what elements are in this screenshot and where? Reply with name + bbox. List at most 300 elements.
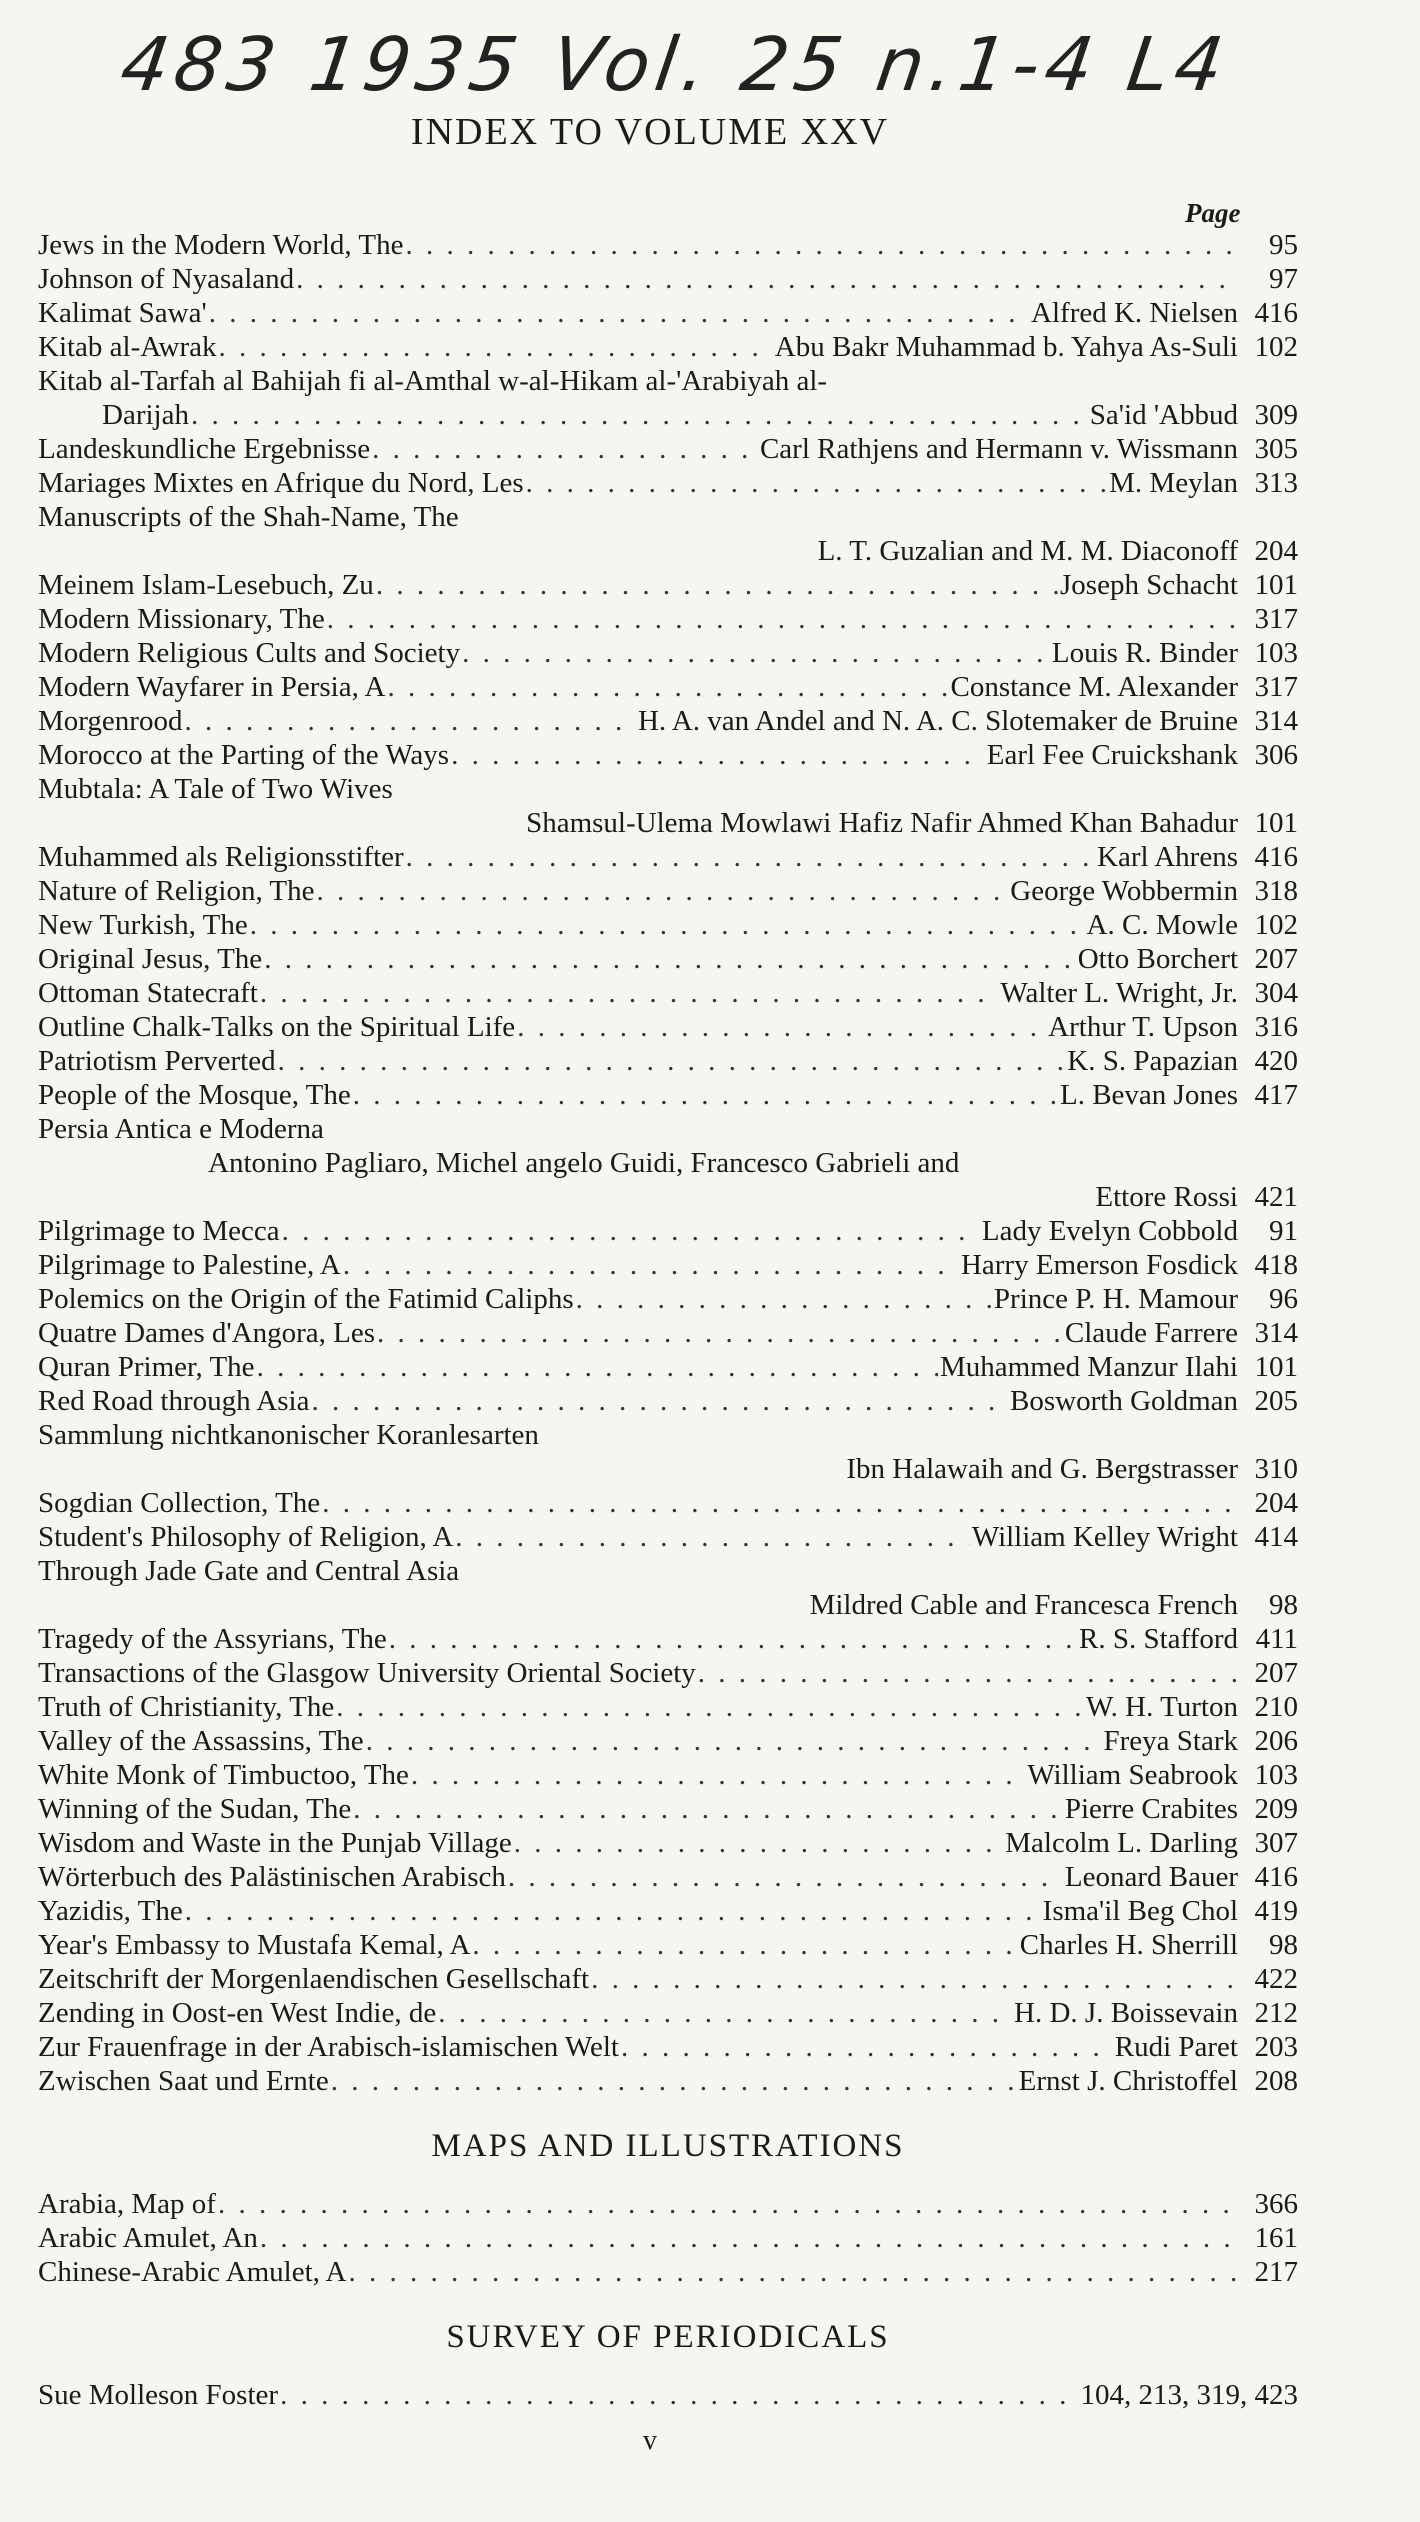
entry-page: 313 [1254,467,1298,499]
leader-dots [576,1282,992,1316]
leader-dots [406,228,1237,262]
entry-page: 204 [1254,1487,1298,1519]
page-column-label: Page [1185,198,1241,228]
entry-author: R. S. Stafford [1079,1623,1238,1655]
entry-author: Muhammed Manzur Ilahi [940,1351,1238,1383]
entry-title: Wisdom and Waste in the Punjab Village [38,1827,512,1859]
entry-author: Pierre Crabites [1064,1793,1238,1825]
entry-line [38,2221,1298,2255]
entry-line [38,1010,1298,1044]
entry-page: 98 [1269,1589,1298,1621]
entry-line [38,2187,1298,2221]
entry-page: 102 [1254,331,1298,363]
periodicals-section-heading: SURVEY OF PERIODICALS [446,2319,890,2355]
entry-author: Abu Bakr Muhammad b. Yahya As-Suli [774,331,1238,363]
entry-author: George Wobbermin [1010,875,1238,907]
entry-page: 418 [1254,1249,1298,1281]
entry-title: Manuscripts of the Shah-Name, The [38,501,459,533]
index-entry [38,1010,1298,1044]
entry-author: Freya Stark [1103,1725,1238,1757]
entry-line [38,1486,1298,1520]
entry-author: Joseph Schacht [1060,569,1238,601]
entry-line [38,704,1298,738]
entry-page: 91 [1269,1215,1298,1247]
entry-page: 101 [1254,807,1298,839]
entry-page: 204 [1254,535,1298,567]
entry-line [38,670,1298,704]
index-entry [38,1962,1298,1996]
index-entry [38,1316,1298,1350]
entry-title: Yazidis, The [38,1895,183,1927]
entry-page: 310 [1254,1453,1298,1485]
leader-dots [348,2255,1236,2289]
entry-title: Ottoman Statecraft [38,977,258,1009]
entry-page: 97 [1269,263,1298,295]
entry-author: H. A. van Andel and N. A. C. Slotemaker de Bruine [637,705,1238,737]
entry-title: Persia Antica e Moderna [38,1113,324,1145]
leader-dots [517,1010,1046,1044]
entry-line [38,976,1298,1010]
entry-title: Pilgrimage to Mecca [38,1215,280,1247]
entry-line [38,772,1298,806]
leader-dots [260,2221,1236,2255]
entry-page: 103 [1254,1759,1298,1791]
entry-author: M. Meylan [1109,467,1238,499]
leader-dots [257,1350,938,1384]
entry-line [38,500,1298,534]
entry-page: 306 [1254,739,1298,771]
entry-author: Claude Farrere [1064,1317,1238,1349]
leader-dots [591,1962,1236,1996]
entry-title: Modern Missionary, The [38,603,325,635]
entry-title: People of the Mosque, The [38,1079,351,1111]
entry-line [38,636,1298,670]
entry-line [38,2255,1298,2289]
index-entry [38,704,1298,738]
index-entry [38,908,1298,942]
entry-page: 217 [1254,2256,1298,2288]
entry-title: Sue Molleson Foster [38,2379,279,2411]
entry-line [38,1384,1298,1418]
entry-page: 318 [1254,875,1298,907]
leader-dots [331,2064,1017,2098]
leader-dots [526,466,1107,500]
entry-page: 103 [1254,637,1298,669]
entry-author: William Seabrook [1027,1759,1238,1791]
leader-dots [322,1486,1236,1520]
leader-dots [296,262,1236,296]
entry-title: Through Jade Gate and Central Asia [38,1555,460,1587]
entry-page: 420 [1254,1045,1298,1077]
entry-line [38,1588,1298,1622]
index-entry [38,1656,1298,1690]
entry-line [38,738,1298,772]
entry-title: White Monk of Timbuctoo, The [38,1759,409,1791]
entry-title: Arabia, Map of [38,2188,216,2220]
entry-line [38,1418,1298,1452]
leader-dots [353,1078,1058,1112]
map-entry [38,2187,1298,2221]
entry-author: K. S. Papazian [1067,1045,1238,1077]
index-entry [38,1996,1298,2030]
entry-page: 161 [1254,2222,1298,2254]
entry-page: 203 [1254,2031,1298,2063]
entry-line [38,602,1298,636]
entry-title: Tragedy of the Assyrians, The [38,1623,387,1655]
index-entry [38,1690,1298,1724]
entry-title: Mariages Mixtes en Afrique du Nord, Les [38,467,524,499]
entry-title: Zending in Oost-en West Indie, de [38,1997,437,2029]
entry-title: Patriotism Perverted [38,1045,276,1077]
entry-line [38,1690,1298,1724]
leader-dots [698,1656,1236,1690]
leader-dots [438,1996,1012,2030]
leader-dots [514,1826,1004,1860]
entry-title: Wörterbuch des Palästinischen Arabisch [38,1861,506,1893]
entry-page: 207 [1254,1657,1298,1689]
entry-line [38,1316,1298,1350]
entry-author: Walter L. Wright, Jr. [1000,977,1238,1009]
leader-dots [389,1622,1077,1656]
entry-page: 419 [1254,1895,1298,1927]
entry-line [38,1656,1298,1690]
entry-page: 417 [1254,1079,1298,1111]
leader-dots [451,738,985,772]
index-entry [38,1282,1298,1316]
periodical-entry [38,2378,1298,2412]
index-entry [38,1078,1298,1112]
entry-author: Ettore Rossi [1095,1181,1238,1213]
leader-dots [372,432,758,466]
entry-title: Outline Chalk-Talks on the Spiritual Life [38,1011,516,1043]
index-entry [38,1486,1298,1520]
index-entry [38,1214,1298,1248]
leader-dots [311,1384,1008,1418]
entry-author: H. D. J. Boissevain [1014,1997,1238,2029]
leader-dots [366,1724,1102,1758]
entry-author: Antonino Pagliaro, Michel angelo Guidi, Francesco Gabrieli and [208,1147,960,1179]
entry-title: Landeskundliche Ergebnisse [38,433,371,465]
page-folio: v [643,2425,657,2456]
entry-page: 314 [1254,1317,1298,1349]
entry-page: 421 [1254,1181,1298,1213]
entry-line [38,1554,1298,1588]
index-entry [38,296,1298,330]
index-entry [38,670,1298,704]
index-entry [38,568,1298,602]
entry-page: 314 [1254,705,1298,737]
entry-page: 307 [1254,1827,1298,1859]
index-entry [38,1384,1298,1418]
entry-line [38,1826,1298,1860]
leader-dots [411,1758,1026,1792]
leader-dots [462,636,1050,670]
index-entry [38,466,1298,500]
entry-author: Rudi Paret [1114,2031,1238,2063]
entry-line [38,908,1298,942]
entry-line [38,942,1298,976]
entry-line [38,1724,1298,1758]
index-entry [38,636,1298,670]
index-entry [38,1860,1298,1894]
leader-dots [387,670,948,704]
entry-title: Valley of the Assassins, The [38,1725,364,1757]
index-entry [38,772,1298,840]
index-entry [38,1554,1298,1622]
entry-line [38,432,1298,466]
entry-title: Zeitschrift der Morgenlaendischen Gesellschaft [38,1963,590,1995]
entry-author: Arthur T. Upson [1048,1011,1238,1043]
entry-title: Zwischen Saat und Ernte [38,2065,329,2097]
entry-page: 416 [1254,1861,1298,1893]
entry-author: Ibn Halawaih and G. Bergstrasser [846,1453,1238,1485]
entry-page: 101 [1254,569,1298,601]
index-list [38,228,1298,2412]
entry-author: L. T. Guzalian and M. M. Diaconoff [817,535,1238,567]
entry-author: Carl Rathjens and Hermann v. Wissmann [759,433,1238,465]
entry-author: Prince P. H. Mamour [993,1283,1238,1315]
entry-title: Polemics on the Origin of the Fatimid Caliphs [38,1283,574,1315]
entry-line [38,1078,1298,1112]
entry-title: Arabic Amulet, An [38,2222,258,2254]
entry-line [38,1520,1298,1554]
entry-author: Charles H. Sherrill [1019,1929,1238,1961]
entry-line [38,1996,1298,2030]
entry-title: Nature of Religion, The [38,875,315,907]
entry-page: 309 [1254,399,1298,431]
index-entry [38,2064,1298,2098]
index-entry [38,1894,1298,1928]
maps-section-heading: MAPS AND ILLUSTRATIONS [431,2128,905,2164]
index-entry [38,1758,1298,1792]
entry-line [38,2378,1298,2412]
index-entry [38,1622,1298,1656]
entry-line [38,1180,1298,1214]
entry-title: Quatre Dames d'Angora, Les [38,1317,375,1349]
entry-title: Pilgrimage to Palestine, A [38,1249,341,1281]
entry-title: Muhammed als Religionsstifter [38,841,404,873]
entry-page: 98 [1269,1929,1298,1961]
entry-line [38,364,1298,398]
entry-line [38,330,1298,364]
entry-title: Chinese-Arabic Amulet, A [38,2256,347,2288]
leader-dots [406,840,1095,874]
entry-title: Winning of the Sudan, The [38,1793,352,1825]
leader-dots [353,1792,1063,1826]
leader-dots [317,874,1009,908]
leader-dots [455,1520,970,1554]
entry-line [38,806,1298,840]
entry-title: Original Jesus, The [38,943,263,975]
entry-page: 207 [1254,943,1298,975]
entry-page: 305 [1254,433,1298,465]
entry-author: W. H. Turton [1085,1691,1238,1723]
index-entry [38,500,1298,568]
entry-author: Isma'il Beg Chol [1042,1895,1238,1927]
entry-title: Student's Philosophy of Religion, A [38,1521,454,1553]
entry-author: Leonard Bauer [1064,1861,1238,1893]
leader-dots [327,602,1236,636]
entry-title: Morgenrood [38,705,183,737]
entry-page: 414 [1254,1521,1298,1553]
entry-line [38,1350,1298,1384]
leader-dots [184,704,635,738]
entry-page: 366 [1254,2188,1298,2220]
index-entry [38,874,1298,908]
leader-dots [260,976,999,1010]
leader-dots [278,1044,1066,1078]
index-entry [38,602,1298,636]
leader-dots [185,1894,1041,1928]
entry-page: 206 [1254,1725,1298,1757]
index-entry [38,1928,1298,1962]
entry-line [38,398,1298,432]
entry-page: 104, 213, 319, 423 [1080,2379,1298,2411]
entry-title: Darijah [102,399,189,431]
entry-title: Sogdian Collection, The [38,1487,321,1519]
entry-author: Sa'id 'Abbud [1089,399,1238,431]
index-entry [38,1520,1298,1554]
entry-page: 210 [1254,1691,1298,1723]
entry-title: Morocco at the Parting of the Ways [38,739,450,771]
entry-title: Quran Primer, The [38,1351,255,1383]
leader-dots [343,1248,959,1282]
entry-line [38,1146,1298,1180]
index-entry [38,942,1298,976]
entry-page: 422 [1254,1963,1298,1995]
leader-dots [336,1690,1084,1724]
index-entry [38,1826,1298,1860]
entry-line [38,1214,1298,1248]
index-entry [38,976,1298,1010]
entry-line [38,228,1298,262]
entry-title: Zur Frauenfrage in der Arabisch-islamischen Welt [38,2031,619,2063]
leader-dots [282,1214,980,1248]
entry-page: 416 [1254,297,1298,329]
entry-title: Year's Embassy to Mustafa Kemal, A [38,1929,471,1961]
entry-author: A. C. Mowle [1086,909,1238,941]
entry-page: 102 [1254,909,1298,941]
entry-author: William Kelley Wright [971,1521,1238,1553]
entry-line [38,1962,1298,1996]
leader-dots [209,296,1029,330]
index-entry [38,2030,1298,2064]
entry-title: Jews in the Modern World, The [38,229,404,261]
entry-page: 95 [1269,229,1298,261]
entry-page: 208 [1254,2065,1298,2097]
entry-page: 212 [1254,1997,1298,2029]
map-entry [38,2221,1298,2255]
entry-author: Ernst J. Christoffel [1018,2065,1238,2097]
page-title: INDEX TO VOLUME XXV [410,111,890,153]
entry-page: 317 [1254,603,1298,635]
index-entry [38,432,1298,466]
leader-dots [621,2030,1113,2064]
entry-line [38,840,1298,874]
entry-title: Modern Religious Cults and Society [38,637,461,669]
entry-page: 304 [1254,977,1298,1009]
entry-page: 317 [1254,671,1298,703]
entry-line [38,1860,1298,1894]
entry-author: Lady Evelyn Cobbold [981,1215,1238,1247]
entry-line [38,1248,1298,1282]
leader-dots [191,398,1088,432]
index-entry [38,1350,1298,1384]
index-entry [38,330,1298,364]
entry-title: Mubtala: A Tale of Two Wives [38,773,393,805]
entry-line [38,1928,1298,1962]
entry-page: 101 [1254,1351,1298,1383]
entry-title: Truth of Christianity, The [38,1691,335,1723]
entry-line [38,568,1298,602]
entry-author: Mildred Cable and Francesca French [809,1589,1238,1621]
entry-author: Alfred K. Nielsen [1031,297,1238,329]
index-entry [38,228,1298,262]
entry-line [38,1792,1298,1826]
entry-line [38,874,1298,908]
entry-author: Constance M. Alexander [950,671,1238,703]
entry-line [38,2030,1298,2064]
entry-page: 96 [1269,1283,1298,1315]
entry-author: Malcolm L. Darling [1005,1827,1238,1859]
leader-dots [377,1316,1063,1350]
entry-title: Johnson of Nyasaland [38,263,295,295]
entry-author: L. Bevan Jones [1060,1079,1238,1111]
entry-line [38,1112,1298,1146]
entry-page: 416 [1254,841,1298,873]
leader-dots [508,1860,1063,1894]
entry-title: Sammlung nichtkanonischer Koranlesarten [38,1419,539,1451]
leader-dots [280,2378,1078,2412]
entry-line [38,1282,1298,1316]
leader-dots [250,908,1085,942]
entry-line [38,2064,1298,2098]
entry-line [38,466,1298,500]
entry-page: 205 [1254,1385,1298,1417]
index-entry [38,364,1298,432]
index-entry [38,1418,1298,1486]
entry-author: Shamsul-Ulema Mowlawi Hafiz Nafir Ahmed Khan Bahadur [526,807,1238,839]
index-entry [38,1792,1298,1826]
entry-author: Otto Borchert [1077,943,1238,975]
entry-author: Karl Ahrens [1097,841,1238,873]
entry-title: New Turkish, The [38,909,248,941]
index-entry [38,1044,1298,1078]
entry-line [38,262,1298,296]
index-entry [38,738,1298,772]
entry-title: Kitab al-Awrak [38,331,217,363]
entry-line [38,1044,1298,1078]
entry-line [38,1758,1298,1792]
entry-line [38,1622,1298,1656]
leader-dots [219,330,773,364]
entry-page: 316 [1254,1011,1298,1043]
leader-dots [264,942,1076,976]
entry-title: Red Road through Asia [38,1385,310,1417]
entry-title: Modern Wayfarer in Persia, A [38,671,386,703]
entry-title: Kitab al-Tarfah al Bahijah fi al-Amthal w-al-Hikam al-'Arabiyah al- [38,365,828,397]
entry-author: Bosworth Goldman [1010,1385,1238,1417]
leader-dots [376,568,1058,602]
map-entry [38,2255,1298,2289]
entry-line [38,296,1298,330]
entry-author: Earl Fee Cruickshank [986,739,1238,771]
entry-line [38,1452,1298,1486]
entry-title: Meinem Islam-Lesebuch, Zu [38,569,374,601]
entry-page: 411 [1255,1623,1298,1655]
entry-title: Kalimat Sawa' [38,297,207,329]
entry-author: Louis R. Binder [1051,637,1238,669]
